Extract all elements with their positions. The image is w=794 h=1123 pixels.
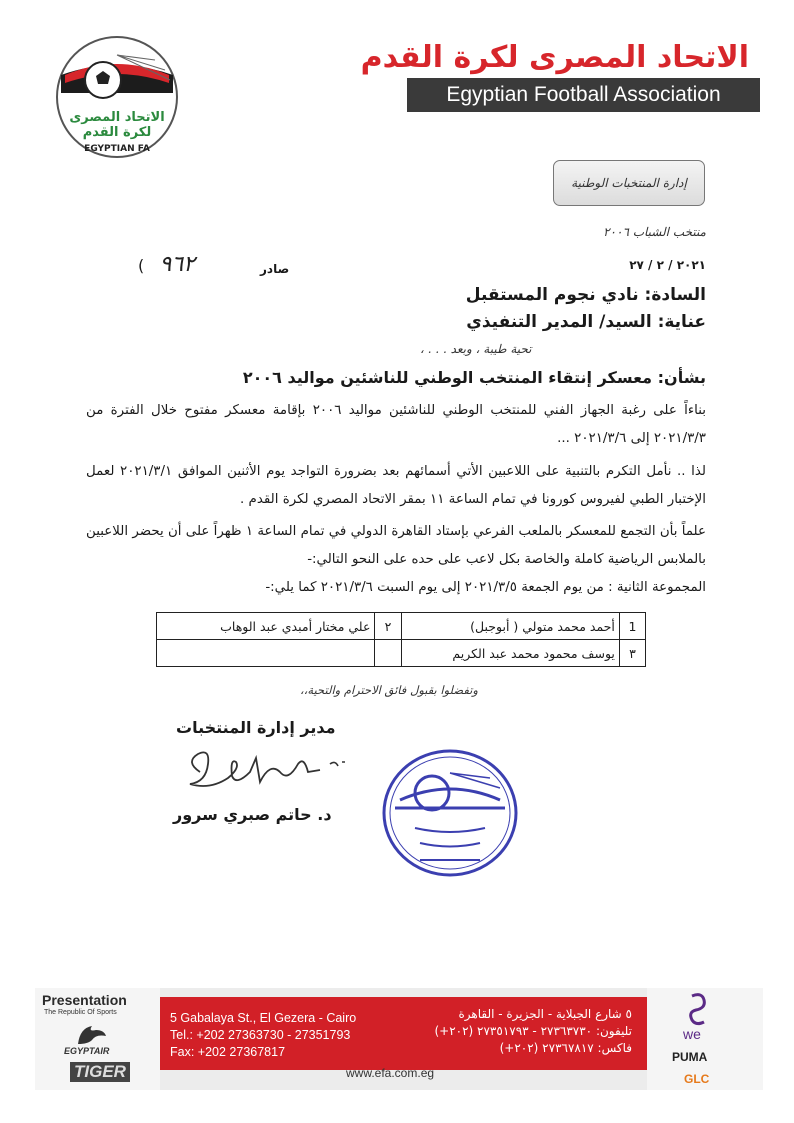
player-num (375, 640, 401, 667)
sponsor-puma: PUMA (672, 1050, 708, 1064)
greeting: تحية طيبة ، وبعد . . . ، (420, 342, 532, 356)
attention-line: عناية: السيد/ المدير التنفيذي (466, 312, 706, 332)
closing-line: وتفضلوا بقبول فائق الاحترام والتحية،، (300, 683, 478, 697)
addressee: السادة: نادي نجوم المستقبل (465, 285, 706, 305)
paragraph-1: بناءاً على رغبة الجهاز الفني للمنتخب الوطني للناشئين مواليد ٢٠٠٦ بإقامة معسكر مفتوح خلال الفترة من ٢٠٢١/٣/٣ إلى ٢٠٢١/٣/٦ ... (86, 403, 706, 446)
page-title-ar: الاتحاد المصرى لكرة القدم (360, 40, 749, 75)
subject-line: بشأن: معسكر إنتقاء المنتخب الوطني للناشئين مواليد ٢٠٠٦ (242, 368, 706, 387)
issued-label: صادر (260, 262, 290, 276)
sponsor-presentation-sub: The Republic Of Sports (44, 1009, 117, 1016)
manager-title: مدير إدارة المنتخبات (176, 718, 336, 737)
players-table (156, 612, 646, 667)
logo-text-ar-2: لكرة القدم (82, 125, 152, 140)
we-icon (678, 992, 718, 1028)
efa-stamp-icon (380, 748, 520, 878)
sponsor-egyptair: EGYPTAIR (64, 1046, 110, 1056)
department-stamp: إدارة المنتخبات الوطنية (553, 160, 705, 206)
sponsor-glc: GLC (684, 1072, 710, 1086)
signature-icon (180, 742, 355, 802)
table-row (157, 613, 646, 640)
issued-number-paren: ( (138, 256, 145, 275)
address-en: 5 Gabalaya St., El Gezera - Cairo (170, 1011, 357, 1025)
player-num: ٢ (375, 613, 401, 640)
issued-number-value: ٩٦٢ (159, 252, 195, 277)
sponsor-tiger: TIGER (70, 1062, 130, 1082)
player-num: ٣ (619, 640, 645, 667)
logo-text-en: EGYPTIAN FA (84, 144, 150, 154)
paragraph-2: لذا .. نأمل التكرم بالتنبية على اللاعبين الأتي أسمائهم بعد بضرورة التواجد يوم الأثنين الموافق ٢٠٢١/٣/١ لعمل الإختبار الطبي لفيروس كورونا في تمام الساعة ١١ بمقر الاتحاد المصري لكرة القدم . (86, 464, 706, 507)
player-num: 1 (619, 613, 645, 640)
egyptair-icon (70, 1024, 110, 1046)
website-link[interactable]: www.efa.com.eg (346, 1066, 435, 1080)
fax-en: Fax: +202 27367817 (170, 1045, 286, 1059)
team-note: منتخب الشباب ٢٠٠٦ (603, 225, 706, 239)
group-line: المجموعة الثانية : من يوم الجمعة ٢٠٢١/٣/٥ إلى يوم السبت ٢٠٢١/٣/٦ كما يلي:- (265, 580, 706, 595)
sponsor-presentation: Presentation (42, 992, 127, 1008)
logo-text-ar-1: الاتحاد المصرى (69, 110, 165, 125)
letter-date: ٢٠٢١ / ٢ / ٢٧ (629, 258, 706, 272)
tel-ar: تليفون: ٢٧٣٦٣٧٣٠ - ٢٧٣٥١٧٩٣ (٢٠٢+) (434, 1024, 632, 1038)
player-name: يوسف محمود محمد عبد الكريم (401, 640, 619, 667)
paragraph-3: علماً بأن التجمع للمعسكر بالملعب الفرعي بإستاد القاهرة الدولي في تمام الساعة ١ ظهراً على أن يحضر اللاعبين بالملابس الرياضية كاملة والخاصة بكل لاعب على حده على النحو التالي:- (86, 524, 706, 567)
player-name: أحمد محمد متولي ( أبوجبل) (401, 613, 619, 640)
efa-logo-icon (55, 35, 180, 160)
issued-number (138, 252, 195, 277)
player-name (157, 640, 375, 667)
address-ar: ٥ شارع الجبلاية - الجزيرة - القاهرة (458, 1007, 632, 1021)
sponsor-we: we (683, 1026, 701, 1042)
tel-en: Tel.: +202 27363730 - 27351793 (170, 1028, 351, 1042)
table-row (157, 640, 646, 667)
manager-name: د. حاتم صبري سرور (173, 805, 332, 824)
player-name: علي مختار أمبدي عبد الوهاب (157, 613, 375, 640)
page-title-en: Egyptian Football Association (407, 78, 760, 112)
fax-ar: فاكس: ٢٧٣٦٧٨١٧ (٢٠٢+) (499, 1041, 632, 1055)
